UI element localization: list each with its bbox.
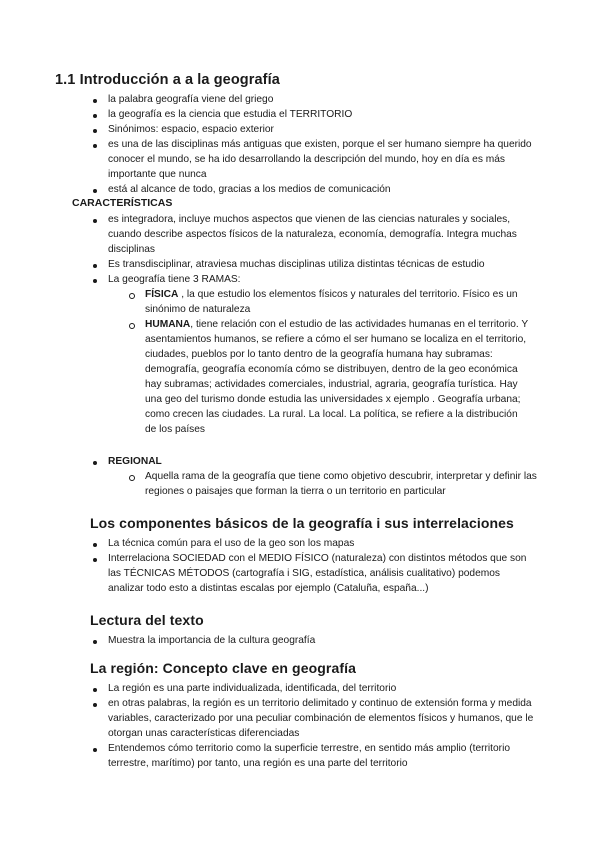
caracteristicas-heading: CARACTERÍSTICAS: [72, 197, 173, 209]
rama-regional-term: REGIONAL: [108, 456, 162, 467]
rama-term: HUMANA: [145, 319, 191, 330]
list-item: es una de las disciplinas más antiguas que existen, porque el ser humano siempre ha querido conocer el mundo, se ha ido desarrollando la descripción del mundo, hoy en día es más importante que nunca: [108, 139, 532, 180]
sub-bullet-circle: [129, 475, 135, 481]
section-title-lectura: Lectura del texto: [90, 612, 204, 628]
rama-text: , tiene relación con el estudio de las actividades humanas en el territorio. Y asentamientos humanos, se refiere a cómo el ser humano se localiza en el territorio, ciudades, pueblos por lo tanto dentro de la geografía humana hay subramas: demografía, geografía economía cómo se distribuyen, dentro de la geo económica hay subramas; actividades comerciales, industrial, agraria, geografía turística. Hay una geo del turismo donde estudia las universidades x ejemplo . Geografía urbana; como crecen las ciudades. La rural. La local. La política, se refiere a la distribución de los países: [145, 319, 528, 435]
section-title-introduccion: 1.1 Introducción a a la geografía: [55, 72, 280, 88]
section-title-componentes: Los componentes básicos de la geografía i sus interrelaciones: [90, 515, 514, 531]
bullet-dot: [93, 129, 97, 133]
bullet-dot: [93, 688, 97, 692]
bullet-dot: [93, 219, 97, 223]
list-item: es integradora, incluye muchos aspectos que vienen de las ciencias naturales y sociales, cuando describe aspectos físicos de la naturaleza, economía, demografía. Integra muchas disciplinas: [108, 214, 517, 255]
list-item: La técnica común para el uso de la geo son los mapas: [108, 538, 355, 549]
bullet-dot: [93, 543, 97, 547]
sub-bullet-circle: [129, 293, 135, 299]
list-item: Muestra la importancia de la cultura geografía: [108, 635, 316, 646]
section-title-region: La región: Concepto clave en geografía: [90, 660, 356, 676]
list-item: Sinónimos: espacio, espacio exterior: [108, 124, 274, 135]
bullet-dot: [93, 703, 97, 707]
bullet-dot: [93, 461, 97, 465]
list-item: está al alcance de todo, gracias a los medios de comunicación: [108, 184, 391, 195]
bullet-dot: [93, 748, 97, 752]
list-item: La geografía tiene 3 RAMAS:: [108, 274, 241, 285]
list-item: en otras palabras, la región es un territorio delimitado y continuo de extensión forma y medida variables, caracterizado por una peculiar combinación de elementos físicos y humanos, que le otorgan unas características diferenciadas: [108, 698, 534, 739]
bullet-dot: [93, 189, 97, 193]
rama-text: , la que estudio los elementos físicos y naturales del territorio. Físico es un sinónimo de naturaleza: [145, 289, 518, 315]
rama-term: FÍSICA: [145, 289, 179, 300]
list-item: Entendemos cómo territorio como la superficie terrestre, en sentido más amplio (territorio terrestre, marítimo) por tanto, una región es una parte del territorio: [108, 743, 511, 769]
bullet-dot: [93, 114, 97, 118]
list-item: La región es una parte individualizada, identificada, del territorio: [108, 683, 397, 694]
bullet-dot: [93, 279, 97, 283]
rama-regional-text: Aquella rama de la geografía que tiene como objetivo descubrir, interpretar y definir las regiones o paisajes que forman la tierra o un territorio en particular: [145, 471, 537, 497]
list-item: la geografía es la ciencia que estudia el TERRITORIO: [108, 109, 353, 120]
list-item: Es transdisciplinar, atraviesa muchas disciplinas utiliza distintas técnicas de estudio: [108, 259, 485, 270]
rama-humana: [145, 317, 530, 437]
bullet-dot: [93, 264, 97, 268]
sub-bullet-circle: [129, 323, 135, 329]
bullet-dot: [93, 99, 97, 103]
bullet-dot: [93, 558, 97, 562]
rama-fisica: [145, 287, 530, 317]
bullet-dot: [93, 144, 97, 148]
bullet-dot: [93, 640, 97, 644]
list-item: la palabra geografía viene del griego: [108, 94, 274, 105]
list-item: Interrelaciona SOCIEDAD con el MEDIO FÍSICO (naturaleza) con distintos métodos que son las TÉCNICAS MÉTODOS (cartografía i SIG, estadística, análisis cualitativo) podemos analizar todo esto a distintas escalas por ejemplo (Cataluña, españa...): [108, 553, 527, 594]
